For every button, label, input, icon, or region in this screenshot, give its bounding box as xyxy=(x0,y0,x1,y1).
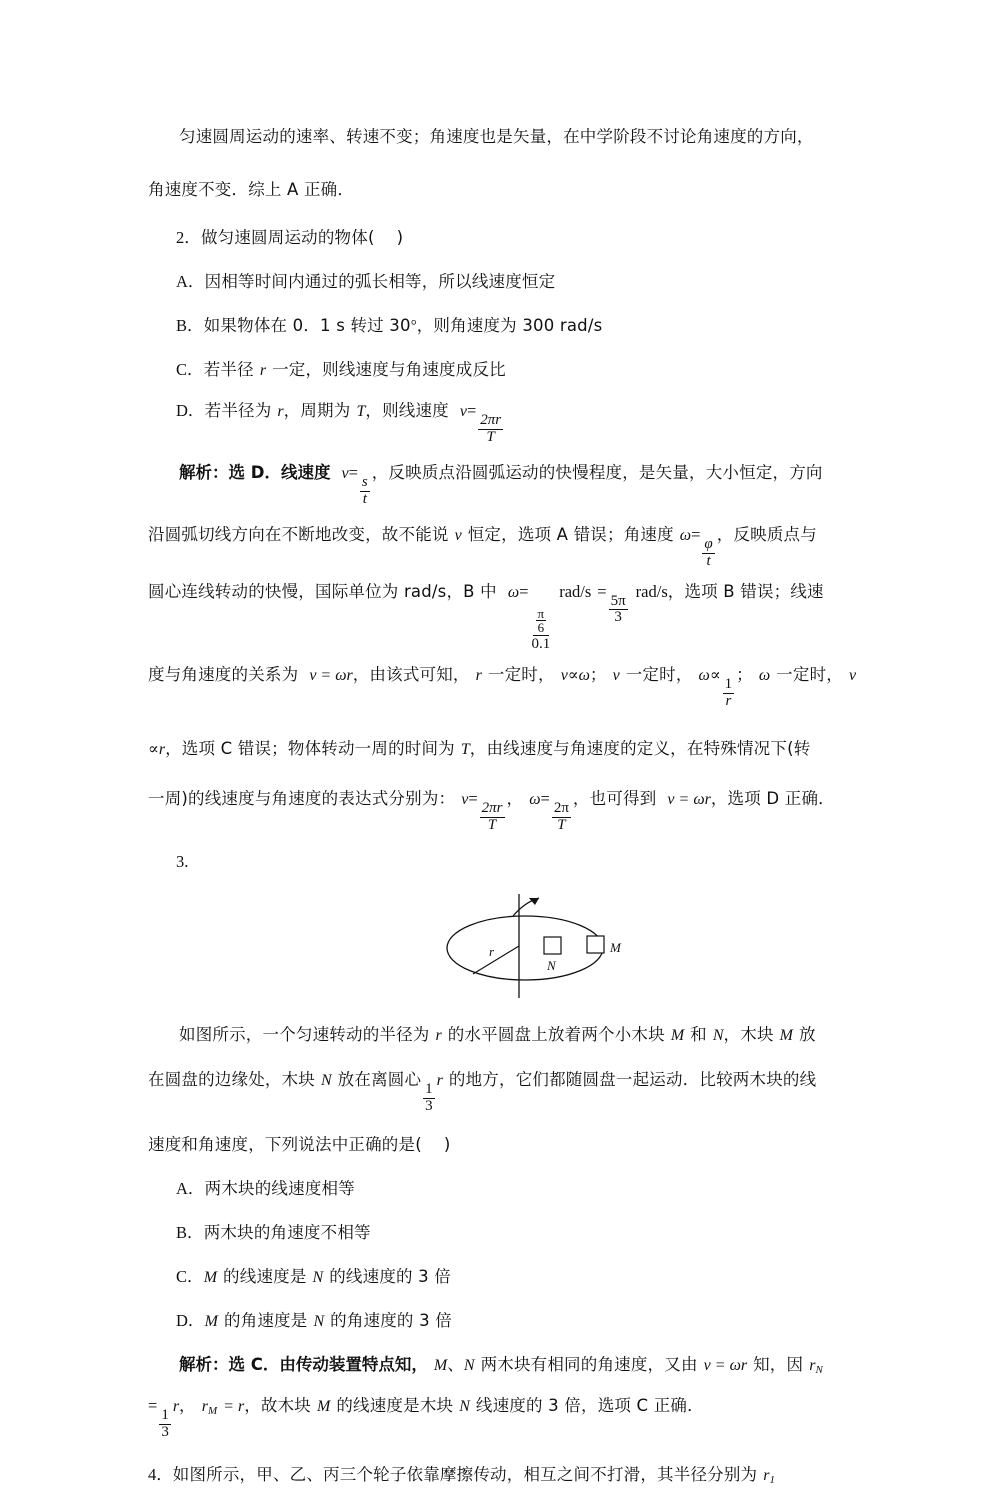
intro-line-1 xyxy=(148,108,864,161)
solution-line4-v: v xyxy=(612,667,620,685)
q3-stem-l1-and: 和 xyxy=(690,1024,707,1044)
option-d-var-v: v xyxy=(459,403,467,421)
solution-line6-comma1: ， xyxy=(506,789,524,809)
q3-stem-l1-pre: 如图所示，一个匀速转动的半径为 xyxy=(179,1024,430,1044)
fraction-denominator: t xyxy=(362,490,367,507)
question-2-solution-line-4 xyxy=(148,654,864,716)
q3-solution-l2-N: N xyxy=(459,1398,470,1416)
q3-option-c-post: 的线速度的 3 倍 xyxy=(329,1267,452,1286)
solution-line6-v: v xyxy=(461,791,469,809)
solution-line4-pre: 度与角速度的关系为 xyxy=(148,665,299,685)
option-d-text-post: ，则线速度 xyxy=(365,401,449,421)
solution-line3-post: ，选项 B 错误；线速 xyxy=(667,581,824,601)
q3-stem-l2-post: 的地方，它们都随圆盘一起运动．比较两木块的线 xyxy=(448,1070,817,1090)
degree-symbol: ° xyxy=(410,318,417,334)
q3-solution-l2-comma: ， xyxy=(179,1396,196,1416)
solution-line4-mid1: ，由该式可知， xyxy=(352,665,470,685)
question-2-option-b xyxy=(148,302,864,346)
q3-solution-l1-eq: v = ωr xyxy=(703,1356,748,1374)
solution-line2-post: ，反映质点与 xyxy=(716,525,817,545)
solution-line3-unit1: rad/s xyxy=(559,581,592,601)
solution-line2-omega: ω xyxy=(679,527,692,545)
q3-stem-l1-end: ，木块 xyxy=(723,1024,774,1044)
formula-one-third xyxy=(423,1082,435,1114)
q3-solution-l2-M: M xyxy=(317,1398,331,1416)
q3-option-c-mid: 的线速度是 xyxy=(223,1267,307,1286)
question-3-figure xyxy=(148,884,864,1006)
fraction-numerator: 1 xyxy=(724,676,733,693)
block-N-label: N xyxy=(547,958,556,973)
fraction-numerator: 2πr xyxy=(480,412,502,429)
q3-stem-l3: 速度和角速度，下列说法中正确的是( xyxy=(148,1135,422,1154)
page-content xyxy=(148,108,864,1500)
solution-line2-v: v xyxy=(454,527,462,545)
question-3-stem-line-3 xyxy=(148,1121,864,1165)
fraction-numerator: 2π xyxy=(553,800,569,817)
question-2-solution-line-1 xyxy=(148,452,864,514)
option-a-text: ．因相等时间内通过的弧长相等，所以线速度恒定 xyxy=(187,272,556,291)
q3-solution-l1-M: M xyxy=(433,1356,448,1374)
question-3-solution-line-1 xyxy=(148,1341,864,1385)
q3-option-d-label: D xyxy=(176,1311,188,1330)
solution-line4-eq1: v = ωr xyxy=(309,667,353,685)
solution-line6-post: ，选项 D 正确． xyxy=(710,789,835,809)
option-d-label: D xyxy=(176,401,188,421)
solution-line6-omega: ω xyxy=(529,791,541,809)
q3-solution-l2-eq: = xyxy=(148,1396,158,1416)
fraction-numerator: 1 xyxy=(161,1407,169,1424)
q3-solution-l2-eq2: = r xyxy=(223,1398,245,1416)
fraction-denominator: 3 xyxy=(161,1423,169,1440)
option-b-text-pre: ．如果物体在 0．1 s 转过 30 xyxy=(187,316,411,335)
fraction-denominator: 3 xyxy=(425,1097,433,1114)
solution-prefix: 解析：选 D．线速度 xyxy=(179,463,331,483)
inner-numerator: π xyxy=(537,605,545,621)
q3-option-c-pre: ． xyxy=(187,1267,204,1286)
question-2-option-d xyxy=(148,390,864,452)
formula-v-2pir-over-T-2 xyxy=(480,801,505,833)
solution-line6-comma2: ，也可得到 xyxy=(572,789,657,809)
question-4-line-1 xyxy=(148,1447,864,1500)
intro-text-1: 匀速圆周运动的速率、转速不变；角速度也是矢量，在中学阶段不讨论角速度的方向， xyxy=(179,126,814,146)
nested-fraction-bottom: 0.1 xyxy=(531,635,551,652)
q3-solution-l2-rM-subscript: M xyxy=(207,1405,218,1418)
formula-v-2pir-over-T xyxy=(478,413,503,445)
q3-stem-l2-mid: 放在离圆心 xyxy=(337,1070,422,1090)
inner-fraction-pi-over-6 xyxy=(536,607,547,634)
fraction-denominator: T xyxy=(487,816,497,833)
fraction-denominator: T xyxy=(486,428,495,445)
intro-text-2: 角速度不变．综上 A 正确． xyxy=(148,179,355,199)
question-4-number: 4． xyxy=(148,1465,173,1484)
solution-line4-prop1: v∝ω xyxy=(560,667,590,685)
solution-line3-equals: = xyxy=(519,581,529,601)
radius-label-r: r xyxy=(489,944,495,959)
solution-line3-unit2: rad/s xyxy=(635,581,668,601)
solution-line3-omega: ω xyxy=(507,583,520,601)
q3-stem-l2-pre: 在圆盘的边缘处，木块 xyxy=(148,1070,315,1090)
block-M-label: M xyxy=(610,940,621,955)
question-2-solution-line-6 xyxy=(148,778,864,840)
fraction-numerator: 1 xyxy=(425,1081,433,1098)
solution-line5-T: T xyxy=(460,741,470,758)
question-3-number-row xyxy=(148,840,864,884)
solution-line2-equals: = xyxy=(691,525,701,545)
solution-line4-omega2: ω xyxy=(758,667,771,685)
solution-line6-pre: 一周)的线速度与角速度的表达式分别为： xyxy=(148,789,456,809)
solution-line4-r: r xyxy=(475,667,482,685)
q3-option-b-label: B xyxy=(176,1223,188,1242)
q3-option-d-mid: 的角速度是 xyxy=(223,1311,308,1330)
formula-omega-2pi-over-T xyxy=(552,801,571,833)
question-3-option-c xyxy=(148,1253,864,1297)
q3-option-d-post: 的角速度的 3 倍 xyxy=(330,1311,452,1330)
solution-line4-mid2: 一定时， xyxy=(487,665,555,685)
q3-option-c-N: N xyxy=(312,1269,324,1286)
fraction-numerator: φ xyxy=(704,536,713,553)
question-3-option-a xyxy=(148,1165,864,1209)
q3-solution-l2-post: 线速度的 3 倍，选项 C 正确． xyxy=(475,1396,704,1416)
q3-option-d-pre: ． xyxy=(187,1311,205,1330)
q3-solution-l2-r: r xyxy=(172,1398,180,1416)
q3-stem-l2-N: N xyxy=(321,1072,332,1090)
q3-solution-l1-mid: 两木块有相同的角速度，又由 xyxy=(480,1354,698,1374)
fraction-denominator: T xyxy=(557,816,566,833)
q3-stem-l1-N: N xyxy=(712,1026,724,1044)
question-3-stem-line-2 xyxy=(148,1059,864,1121)
q3-option-d-M: M xyxy=(204,1313,218,1330)
q3-solution-l1-N: N xyxy=(463,1356,475,1374)
option-d-var-T: T xyxy=(356,403,366,421)
solution-line3-equals2: = xyxy=(597,581,607,601)
solution-line4-semi1: ； xyxy=(589,665,607,685)
q3-solution-l1-post: 知，因 xyxy=(753,1354,804,1374)
question-4-var-r1: r xyxy=(763,1467,770,1484)
question-2-stem xyxy=(148,214,864,258)
q3-option-a-label: A xyxy=(176,1179,188,1198)
solution-line4-semi2: ； xyxy=(736,665,753,685)
formula-one-third-2 xyxy=(159,1408,171,1440)
question-2-option-c xyxy=(148,346,864,390)
fraction-numerator: 5π xyxy=(610,593,626,610)
solution-equals: = xyxy=(348,463,358,483)
option-c-text-post: 一定，则线速度与角速度成反比 xyxy=(272,360,506,379)
solution-line4-omega-prop: ω∝ xyxy=(698,667,721,685)
rotating-disk-diagram xyxy=(421,886,651,1004)
fraction-denominator: 3 xyxy=(614,609,622,626)
q3-solution-l2-mid: ，故木块 xyxy=(244,1396,311,1416)
formula-v-s-over-t xyxy=(360,475,370,507)
question-3-number: 3. xyxy=(176,852,189,871)
q3-solution-l2-rM: r xyxy=(201,1398,208,1416)
solution-line6-eq2: = xyxy=(540,789,550,809)
fraction-numerator: s xyxy=(361,474,368,491)
question-2-solution-line-5 xyxy=(148,716,864,778)
question-3-stem-line-1 xyxy=(148,1006,864,1059)
solution-line6-eq3: v = ωr xyxy=(667,791,711,809)
solution-line2-pre: 沿圆弧切线方向在不断地改变，故不能说 xyxy=(148,525,449,545)
question-4-var-r1-subscript: 1 xyxy=(769,1474,775,1486)
question-4-text: 如图所示，甲、乙、丙三个轮子依靠摩擦传动，相互之间不打滑，其半径分别为 xyxy=(172,1465,758,1484)
q3-solution-l1-dun: 、 xyxy=(447,1354,464,1374)
question-2-paren-close: ) xyxy=(396,228,404,247)
q3-stem-l3-close: ) xyxy=(443,1135,451,1154)
radius-line xyxy=(473,946,519,974)
q3-stem-l1-var-r: r xyxy=(435,1026,442,1044)
question-2-solution-line-3 xyxy=(148,576,864,654)
option-b-text-post: ，则角速度为 300 rad/s xyxy=(416,316,603,335)
question-2-option-a xyxy=(148,258,864,302)
fraction-denominator: t xyxy=(706,552,711,569)
q3-stem-l2-r: r xyxy=(436,1072,443,1090)
question-2-stem-text: ．做匀速圆周运动的物体( xyxy=(184,228,375,247)
q3-solution-l1-pre: 解析：选 C．由传动装置特点知， xyxy=(179,1354,428,1374)
solution-line3-pre: 圆心连线转动的快慢，国际单位为 rad/s，B 中 xyxy=(148,581,497,601)
solution-line1-rest: ，反映质点沿圆弧运动的快慢程度，是矢量，大小恒定，方向 xyxy=(371,463,823,483)
question-2-solution-line-2 xyxy=(148,514,864,576)
question-3-option-b xyxy=(148,1209,864,1253)
q3-option-d-N: N xyxy=(313,1313,325,1330)
option-d-var-r: r xyxy=(277,403,284,421)
block-N-square xyxy=(544,937,561,954)
q3-stem-l1-fang: 放 xyxy=(798,1024,816,1044)
solution-line5-post: ，由线速度与角速度的定义，在特殊情况下(转 xyxy=(469,739,811,758)
option-c-text-pre: ．若半径 xyxy=(187,360,254,379)
solution-line2-mid: 恒定，选项 A 错误；角速度 xyxy=(467,525,674,545)
solution-line4-mid3: 一定时， xyxy=(625,665,693,685)
option-b-label: B xyxy=(176,316,188,335)
q3-stem-l1-post: 的水平圆盘上放着两个小木块 xyxy=(447,1024,665,1044)
fraction-numerator: 2πr xyxy=(481,800,503,817)
option-a-label: A xyxy=(176,272,188,291)
q3-solution-l1-rN: r xyxy=(809,1356,816,1374)
option-c-var-r: r xyxy=(259,362,267,379)
question-3-option-d xyxy=(148,1297,864,1341)
q3-option-a-text: ．两木块的线速度相等 xyxy=(187,1179,355,1198)
q3-stem-l1-M: M xyxy=(670,1026,685,1044)
solution-line6-eq1: = xyxy=(468,789,478,809)
q3-option-b-text: ．两木块的角速度不相等 xyxy=(187,1223,371,1242)
intro-line-2 xyxy=(148,161,864,214)
formula-5pi-over-3 xyxy=(609,594,628,626)
block-M-square xyxy=(587,936,604,953)
fraction-denominator: r xyxy=(725,692,732,709)
q3-stem-l1-M2: M xyxy=(779,1026,793,1044)
solution-line4-v2: v xyxy=(848,667,857,685)
q3-option-c-M: M xyxy=(203,1269,218,1286)
q3-option-c-label: C xyxy=(176,1267,188,1286)
q3-solution-l2-mid2: 的线速度是木块 xyxy=(336,1396,454,1416)
solution-line5-prop: ∝r xyxy=(148,741,166,758)
option-d-text-pre: ．若半径为 xyxy=(187,401,272,421)
formula-nested-pi6-over-01 xyxy=(531,606,550,653)
nested-fraction-top xyxy=(533,606,550,636)
inner-denominator: 6 xyxy=(537,619,545,635)
formula-1-over-r xyxy=(723,677,735,709)
option-d-equals: = xyxy=(466,401,477,421)
option-d-text-mid: ，周期为 xyxy=(283,401,351,421)
question-3-solution-line-2 xyxy=(148,1385,864,1447)
solution-var-v: v xyxy=(341,465,349,483)
disk-ellipse xyxy=(447,916,603,980)
solution-line4-mid4: 一定时， xyxy=(776,665,843,685)
q3-solution-l1-rN-subscript: N xyxy=(815,1363,823,1376)
solution-line5-mid: ，选项 C 错误；物体转动一周的时间为 xyxy=(165,739,455,758)
option-c-label: C xyxy=(176,360,188,379)
question-2-number: 2 xyxy=(176,228,185,247)
formula-omega-phi-over-t xyxy=(702,537,714,569)
